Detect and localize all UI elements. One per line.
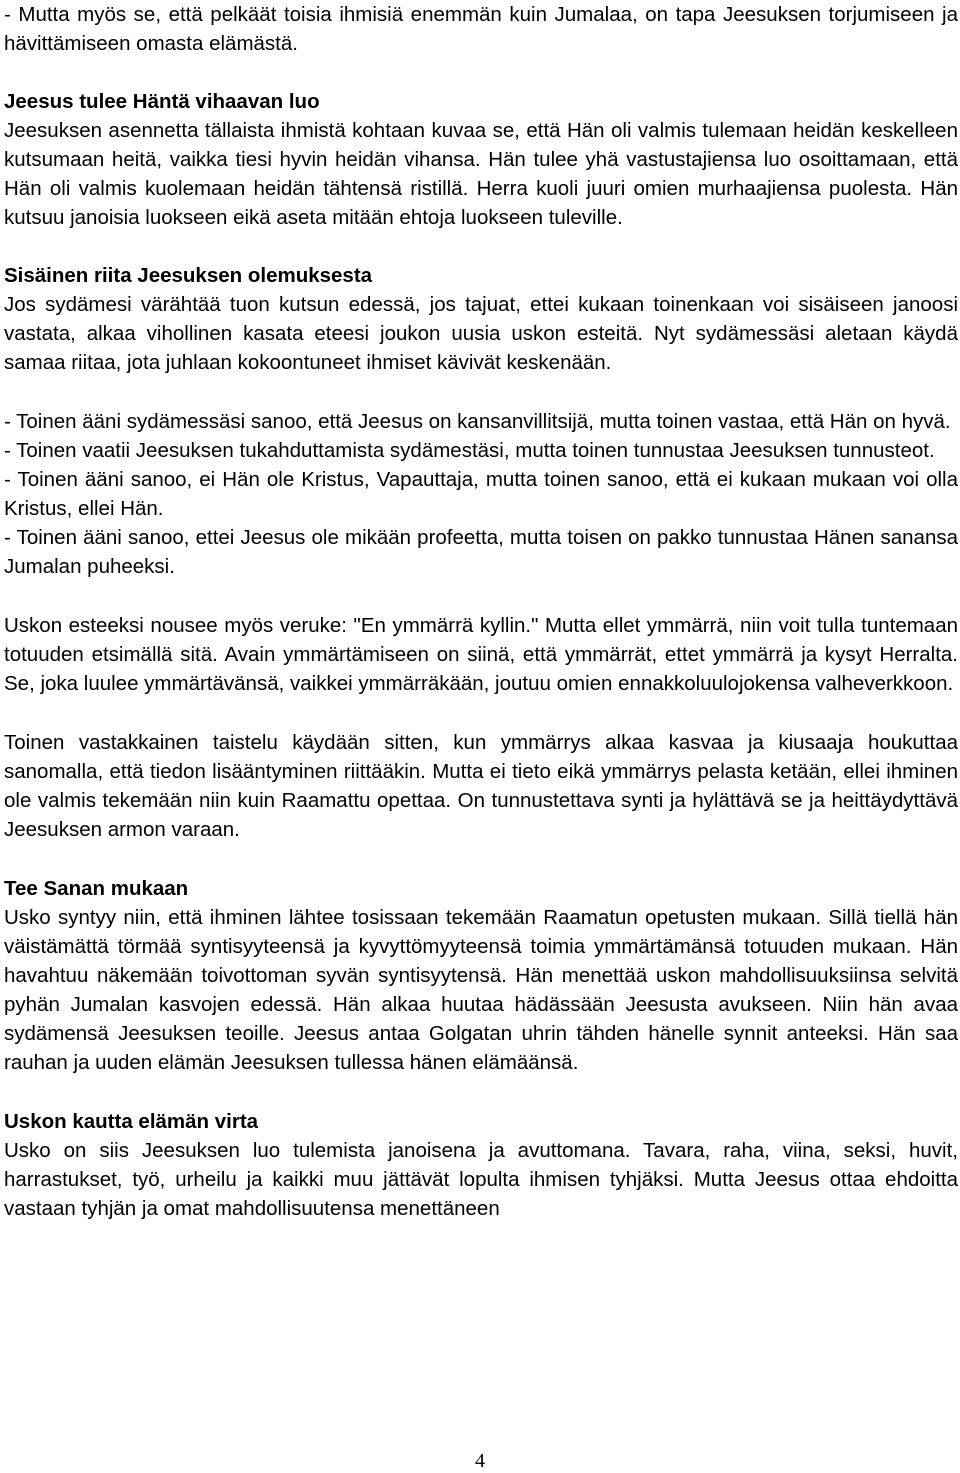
- section-heading-tee-sanan-mukaan: Tee Sanan mukaan: [4, 877, 189, 900]
- section-heading-jeesus-tulee: Jeesus tulee Häntä vihaavan luo: [4, 90, 320, 113]
- section-heading-sisainen-riita: Sisäinen riita Jeesuksen olemuksesta: [4, 264, 373, 287]
- voice-paragraph: - Toinen ääni sanoo, ei Hän ole Kristus, Vapauttaja, mutta toinen sanoo, että ei kukaan mukaan voi olla Kristus, ellei Hän.: [4, 468, 958, 520]
- section-body-jeesus-tulee: Jeesuksen asennetta tällaista ihmistä kohtaan kuvaa se, että Hän oli valmis tulemaan heidän keskelleen kutsumaan heitä, vaikka tiesi hyvin heidän vihansa. Hän tulee yhä vastustajiensa luo osoittamaan, että Hän oli valmis kuolemaan heidän tähtensä ristillä. Herra kuoli juuri omien murhaajiensa puolesta. Hän kutsuu janoisia luokseen eikä aseta mitään ehtoja luokseen tuleville.: [4, 119, 958, 229]
- section-heading-uskon-kautta: Uskon kautta elämän virta: [4, 1110, 259, 1133]
- voice-paragraph: - Toinen ääni sanoo, ettei Jeesus ole mikään profeetta, mutta toisen on pakko tunnustaa Hänen sanansa Jumalan puheeksi.: [4, 526, 958, 578]
- struggle-paragraph: Toinen vastakkainen taistelu käydään sitten, kun ymmärrys alkaa kasvaa ja kiusaaja houkuttaa sanomalla, että tiedon lisääntyminen riittääkin. Mutta ei tieto eikä ymmärrys pelasta ketään, ellei ihminen ole valmis tekemään niin kuin Raamattu opettaa. On tunnustettava synti ja hylättävä se ja heittäydyttävä Jeesuksen armon varaan.: [4, 731, 958, 841]
- section-body-uskon-kautta: Usko on siis Jeesuksen luo tulemista janoisena ja avuttomana. Tavara, raha, viina, seksi, huvit, harrastukset, työ, urheilu ja kaikki muu jättävät lopulta ihmisen tyhjäksi. Mutta Jeesus ottaa ehdoitta vastaan tyhjän ja omat mahdollisuutensa menettäneen: [4, 1139, 958, 1220]
- excuse-paragraph: Uskon esteeksi nousee myös veruke: "En ymmärrä kyllin." Mutta ellet ymmärrä, niin voit tulla tuntemaan totuuden etsimällä sitä. Avain ymmärtämiseen on siinä, että ymmärrät, ettet ymmärrä ja kysyt Herralta. Se, joka luulee ymmärtävänsä, vaikkei ymmärräkään, joutuu omien ennakkoluulojokensa valheverkkoon.: [4, 614, 958, 695]
- voice-paragraph: - Toinen vaatii Jeesuksen tukahduttamista sydämestäsi, mutta toinen tunnustaa Jeesuksen tunnusteot.: [4, 439, 935, 462]
- spacer: [4, 844, 958, 874]
- spacer: [4, 377, 958, 407]
- spacer: [4, 1077, 958, 1107]
- page-number: 4: [475, 1450, 485, 1472]
- intro-paragraph: - Mutta myös se, että pelkäät toisia ihmisiä enemmän kuin Jumalaa, on tapa Jeesuksen torjumiseen ja hävittämiseen omasta elämästä.: [4, 3, 958, 55]
- spacer: [4, 698, 958, 728]
- section-body-sisainen-riita: Jos sydämesi värähtää tuon kutsun edessä, jos tajuat, ettei kukaan toinenkaan voi sisäiseen janoosi vastata, alkaa vihollinen kasata eteesi joukon uusia uskon esteitä. Nyt sydämessäsi aletaan käydä samaa riitaa, jota juhlaan kokoontuneet ihmiset kävivät keskenään.: [4, 293, 958, 374]
- spacer: [4, 232, 958, 261]
- spacer: [4, 581, 958, 611]
- spacer: [4, 58, 958, 87]
- document-page: [4, 0, 958, 1223]
- section-body-tee-sanan-mukaan: Usko syntyy niin, että ihminen lähtee tosissaan tekemään Raamatun opetusten mukaan. Sillä tiellä hän väistämättä törmää syntisyyteensä ja kyvyttömyyteensä toimia ymmärtämänsä totuuden mukaan. Hän havahtuu näkemään toivottoman syvän syntisyytensä. Hän menettää uskon mahdollisuuksiinsa selvitä pyhän Jumalan kasvojen edessä. Hän alkaa huutaa hädässään Jeesusta avukseen. Niin hän avaa sydämensä Jeesuksen teoille. Jeesus antaa Golgatan uhrin tähden hänelle synnit anteeksi. Hän saa rauhan ja uuden elämän Jeesuksen tullessa hänen elämäänsä.: [4, 906, 958, 1074]
- voice-paragraph: - Toinen ääni sydämessäsi sanoo, että Jeesus on kansanvillitsijä, mutta toinen vastaa, että Hän on hyvä.: [4, 410, 951, 433]
